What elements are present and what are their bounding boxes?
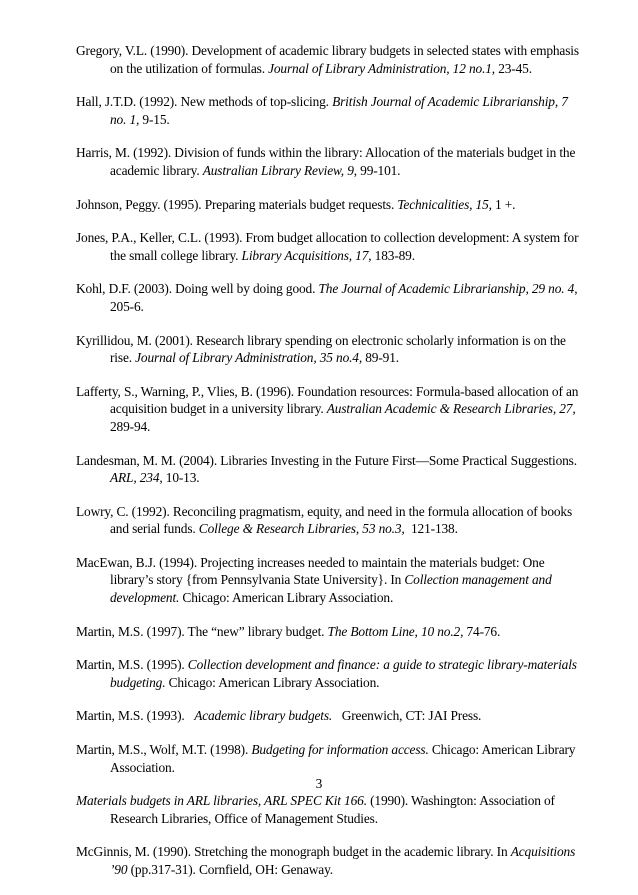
reference-entry: Landesman, M. M. (2004). Libraries Investing in the Future First—Some Practical Suggestions. ARL, 234, 10-13. bbox=[76, 452, 577, 486]
reference-entry: Kohl, D.F. (2003). Doing well by doing good. The Journal of Academic Librarianship, 29 no. 4, 205-6. bbox=[76, 281, 578, 314]
reference-list bbox=[76, 42, 586, 895]
reference-entry: MacEwan, B.J. (1994). Projecting increases needed to maintain the materials budget: One library’s story {from Pennsylvania State University}. In Collection management and development. Chicago: American Library Association. bbox=[76, 554, 552, 606]
reference-entry: Johnson, Peggy. (1995). Preparing materials budget requests. Technicalities, 15, 1 +. bbox=[76, 196, 516, 212]
reference-entry: Kyrillidou, M. (2001). Research library spending on electronic scholarly information is on the rise. Journal of Library Administration, 35 no.4, 89-91. bbox=[76, 332, 566, 366]
reference-entry: Jones, P.A., Keller, C.L. (1993). From budget allocation to collection development: A system for the small college library. Library Acquisitions, 17, 183-89. bbox=[76, 230, 579, 263]
reference-entry: Materials budgets in ARL libraries, ARL SPEC Kit 166. (1990). Washington: Association of Research Libraries, Office of Management Studies. bbox=[76, 793, 555, 826]
reference-entry: Martin, M.S. (1997). The “new” library budget. The Bottom Line, 10 no.2, 74-76. bbox=[76, 623, 501, 639]
reference-entry: Martin, M.S. (1993). Academic library budgets. Greenwich, CT: JAI Press. bbox=[76, 708, 482, 724]
reference-entry: McGinnis, M. (1990). Stretching the monograph budget in the academic library. In Acquisitions ’90 (pp.317-31). Cornfield, OH: Genaway. bbox=[76, 844, 576, 877]
reference-entry: Gregory, V.L. (1990). Development of academic library budgets in selected states with emphasis on the utilization of formulas. Journal of Library Administration, 12 no.1, 23-45. bbox=[76, 43, 579, 76]
page-number: 3 bbox=[315, 776, 323, 791]
reference-entry: Harris, M. (1992). Division of funds within the library: Allocation of the materials budget in the academic library. Australian Library Review, 9, 99-101. bbox=[76, 145, 576, 178]
reference-entry: Lafferty, S., Warning, P., Vlies, B. (1996). Foundation resources: Formula-based allocation of an acquisition budget in a university library. Australian Academic & Research Libraries, 27, 289-94. bbox=[76, 383, 579, 434]
reference-entry: Hall, J.T.D. (1992). New methods of top-slicing. British Journal of Academic Librarianship, 7 no. 1, 9-15. bbox=[76, 94, 568, 127]
reference-entry: Lowry, C. (1992). Reconciling pragmatism, equity, and need in the formula allocation of books and serial funds. College & Research Libraries, 53 no.3, 121-138. bbox=[76, 503, 573, 537]
reference-entry: Martin, M.S. (1995). Collection development and finance: a guide to strategic library-materials budgeting. Chicago: American Library Association. bbox=[76, 657, 577, 690]
reference-entry: Martin, M.S., Wolf, M.T. (1998). Budgeting for information access. Chicago: American Library Association. bbox=[76, 742, 576, 775]
